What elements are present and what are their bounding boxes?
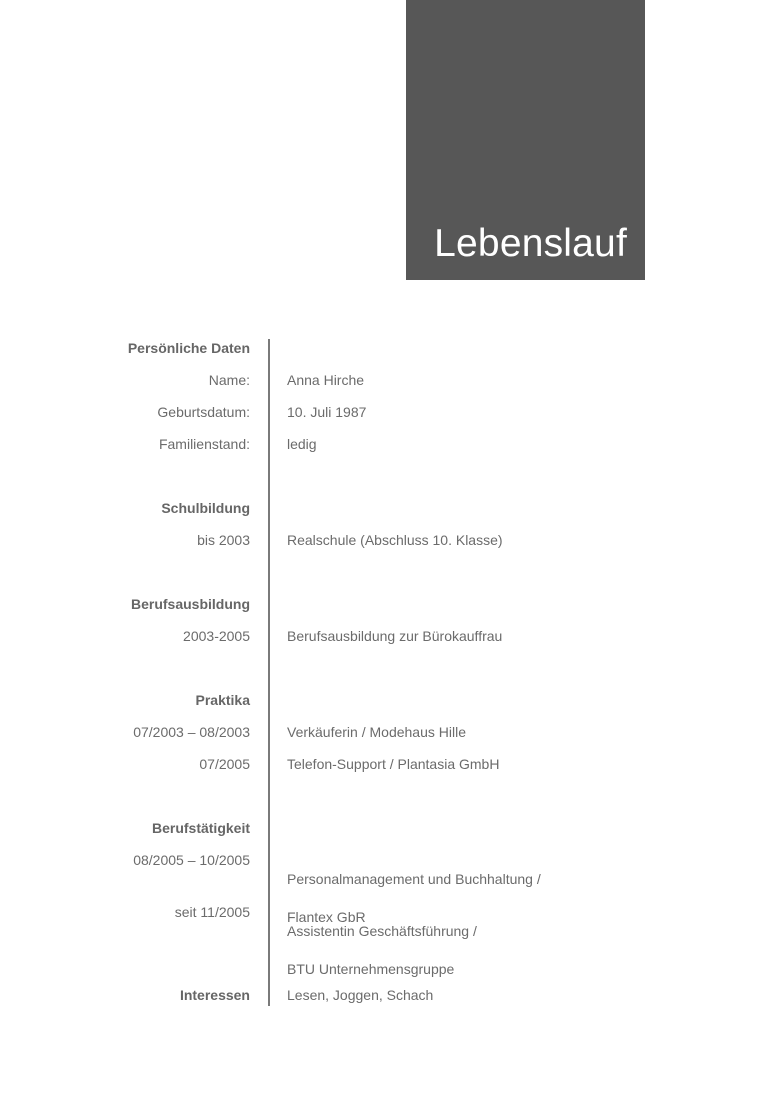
family-status-value: ledig bbox=[287, 436, 317, 452]
internship-value: Verkäuferin / Modehaus Hille bbox=[287, 724, 466, 740]
section-heading-internships: Praktika bbox=[195, 692, 250, 708]
interests-value: Lesen, Joggen, Schach bbox=[287, 987, 434, 1003]
name-label: Name: bbox=[208, 372, 250, 388]
training-date: 2003-2005 bbox=[183, 628, 250, 644]
training-value: Berufsausbildung zur Bürokauffrau bbox=[287, 628, 503, 644]
family-status-label: Familienstand: bbox=[158, 436, 250, 452]
vertical-divider bbox=[268, 339, 270, 1006]
employment-value-line: Personalmanagement und Buchhaltung / bbox=[287, 871, 541, 887]
school-date: bis 2003 bbox=[197, 532, 250, 548]
internship-date: 07/2003 – 08/2003 bbox=[133, 724, 250, 740]
employment-value bbox=[287, 903, 607, 979]
employment-value-line: BTU Unternehmensgruppe bbox=[287, 961, 455, 977]
section-heading-training: Berufsausbildung bbox=[130, 596, 250, 612]
name-value: Anna Hirche bbox=[287, 372, 365, 388]
page-title: Lebenslauf bbox=[434, 222, 627, 265]
employment-date: 08/2005 – 10/2005 bbox=[133, 852, 250, 868]
employment-date: seit 11/2005 bbox=[174, 904, 250, 920]
title-block bbox=[406, 0, 645, 280]
section-heading-personal: Persönliche Daten bbox=[127, 340, 250, 356]
internship-value: Telefon-Support / Plantasia GmbH bbox=[287, 756, 500, 772]
employment-value-line: Flantex GbR bbox=[287, 909, 366, 925]
section-heading-school: Schulbildung bbox=[161, 500, 250, 516]
internship-date: 07/2005 bbox=[199, 756, 250, 772]
birthdate-label: Geburtsdatum: bbox=[157, 404, 250, 420]
birthdate-value: 10. Juli 1987 bbox=[287, 404, 367, 420]
section-heading-employment: Berufstätigkeit bbox=[151, 820, 250, 836]
section-heading-interests: Interessen bbox=[179, 987, 250, 1003]
school-value: Realschule (Abschluss 10. Klasse) bbox=[287, 532, 503, 548]
employment-value-line: Assistentin Geschäftsführung / bbox=[287, 923, 477, 939]
